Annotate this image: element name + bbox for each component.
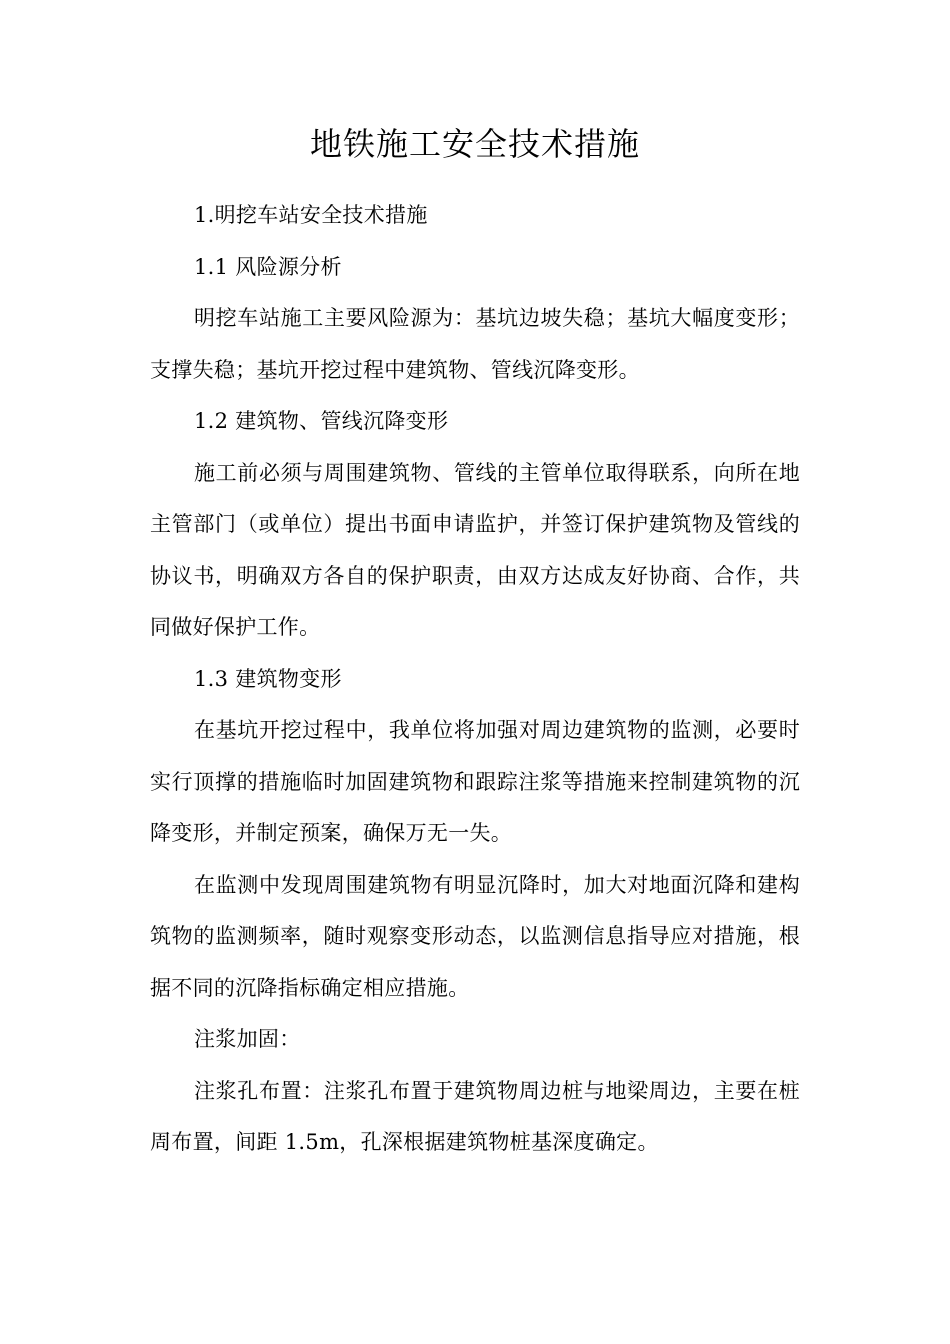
section-heading-1-2: 1.2 建筑物、管线沉降变形 — [194, 409, 449, 433]
paragraph-grouting-layout: 注浆孔布置：注浆孔布置于建筑物周边桩与地梁周边，主要在桩周布置，间距 1.5m，孔深根据建筑物桩基深度确定。 — [150, 1078, 800, 1154]
section-heading-1-1: 1.1 风险源分析 — [194, 254, 342, 279]
paragraph-grouting-heading: 注浆加固： — [194, 1027, 301, 1051]
document-title: 地铁施工安全技术措施 — [309, 125, 640, 163]
paragraph-coordination: 施工前必须与周围建筑物、管线的主管单位取得联系，向所在地主管部门（或单位）提出书面申请监护，并签订保护建筑物及管线的协议书，明确双方各自的保护职责，由双方达成友好协商、合作，共同做好保护工作。 — [150, 460, 800, 639]
section-heading-1-3: 1.3 建筑物变形 — [194, 666, 342, 691]
paragraph-settlement-response: 在监测中发现周围建筑物有明显沉降时，加大对地面沉降和建构筑物的监测频率，随时观察变形动态，以监测信息指导应对措施，根据不同的沉降指标确定相应措施。 — [150, 872, 800, 1000]
paragraph-monitoring: 在基坑开挖过程中，我单位将加强对周边建筑物的监测，必要时实行顶撑的措施临时加固建筑物和跟踪注浆等措施来控制建筑物的沉降变形，并制定预案，确保万无一失。 — [150, 718, 800, 845]
section-heading-1: 1.明挖车站安全技术措施 — [194, 203, 428, 227]
paragraph-risk-sources: 明挖车站施工主要风险源为：基坑边坡失稳；基坑大幅度变形；支撑失稳；基坑开挖过程中建筑物、管线沉降变形。 — [150, 306, 800, 382]
document-body — [150, 190, 800, 1169]
